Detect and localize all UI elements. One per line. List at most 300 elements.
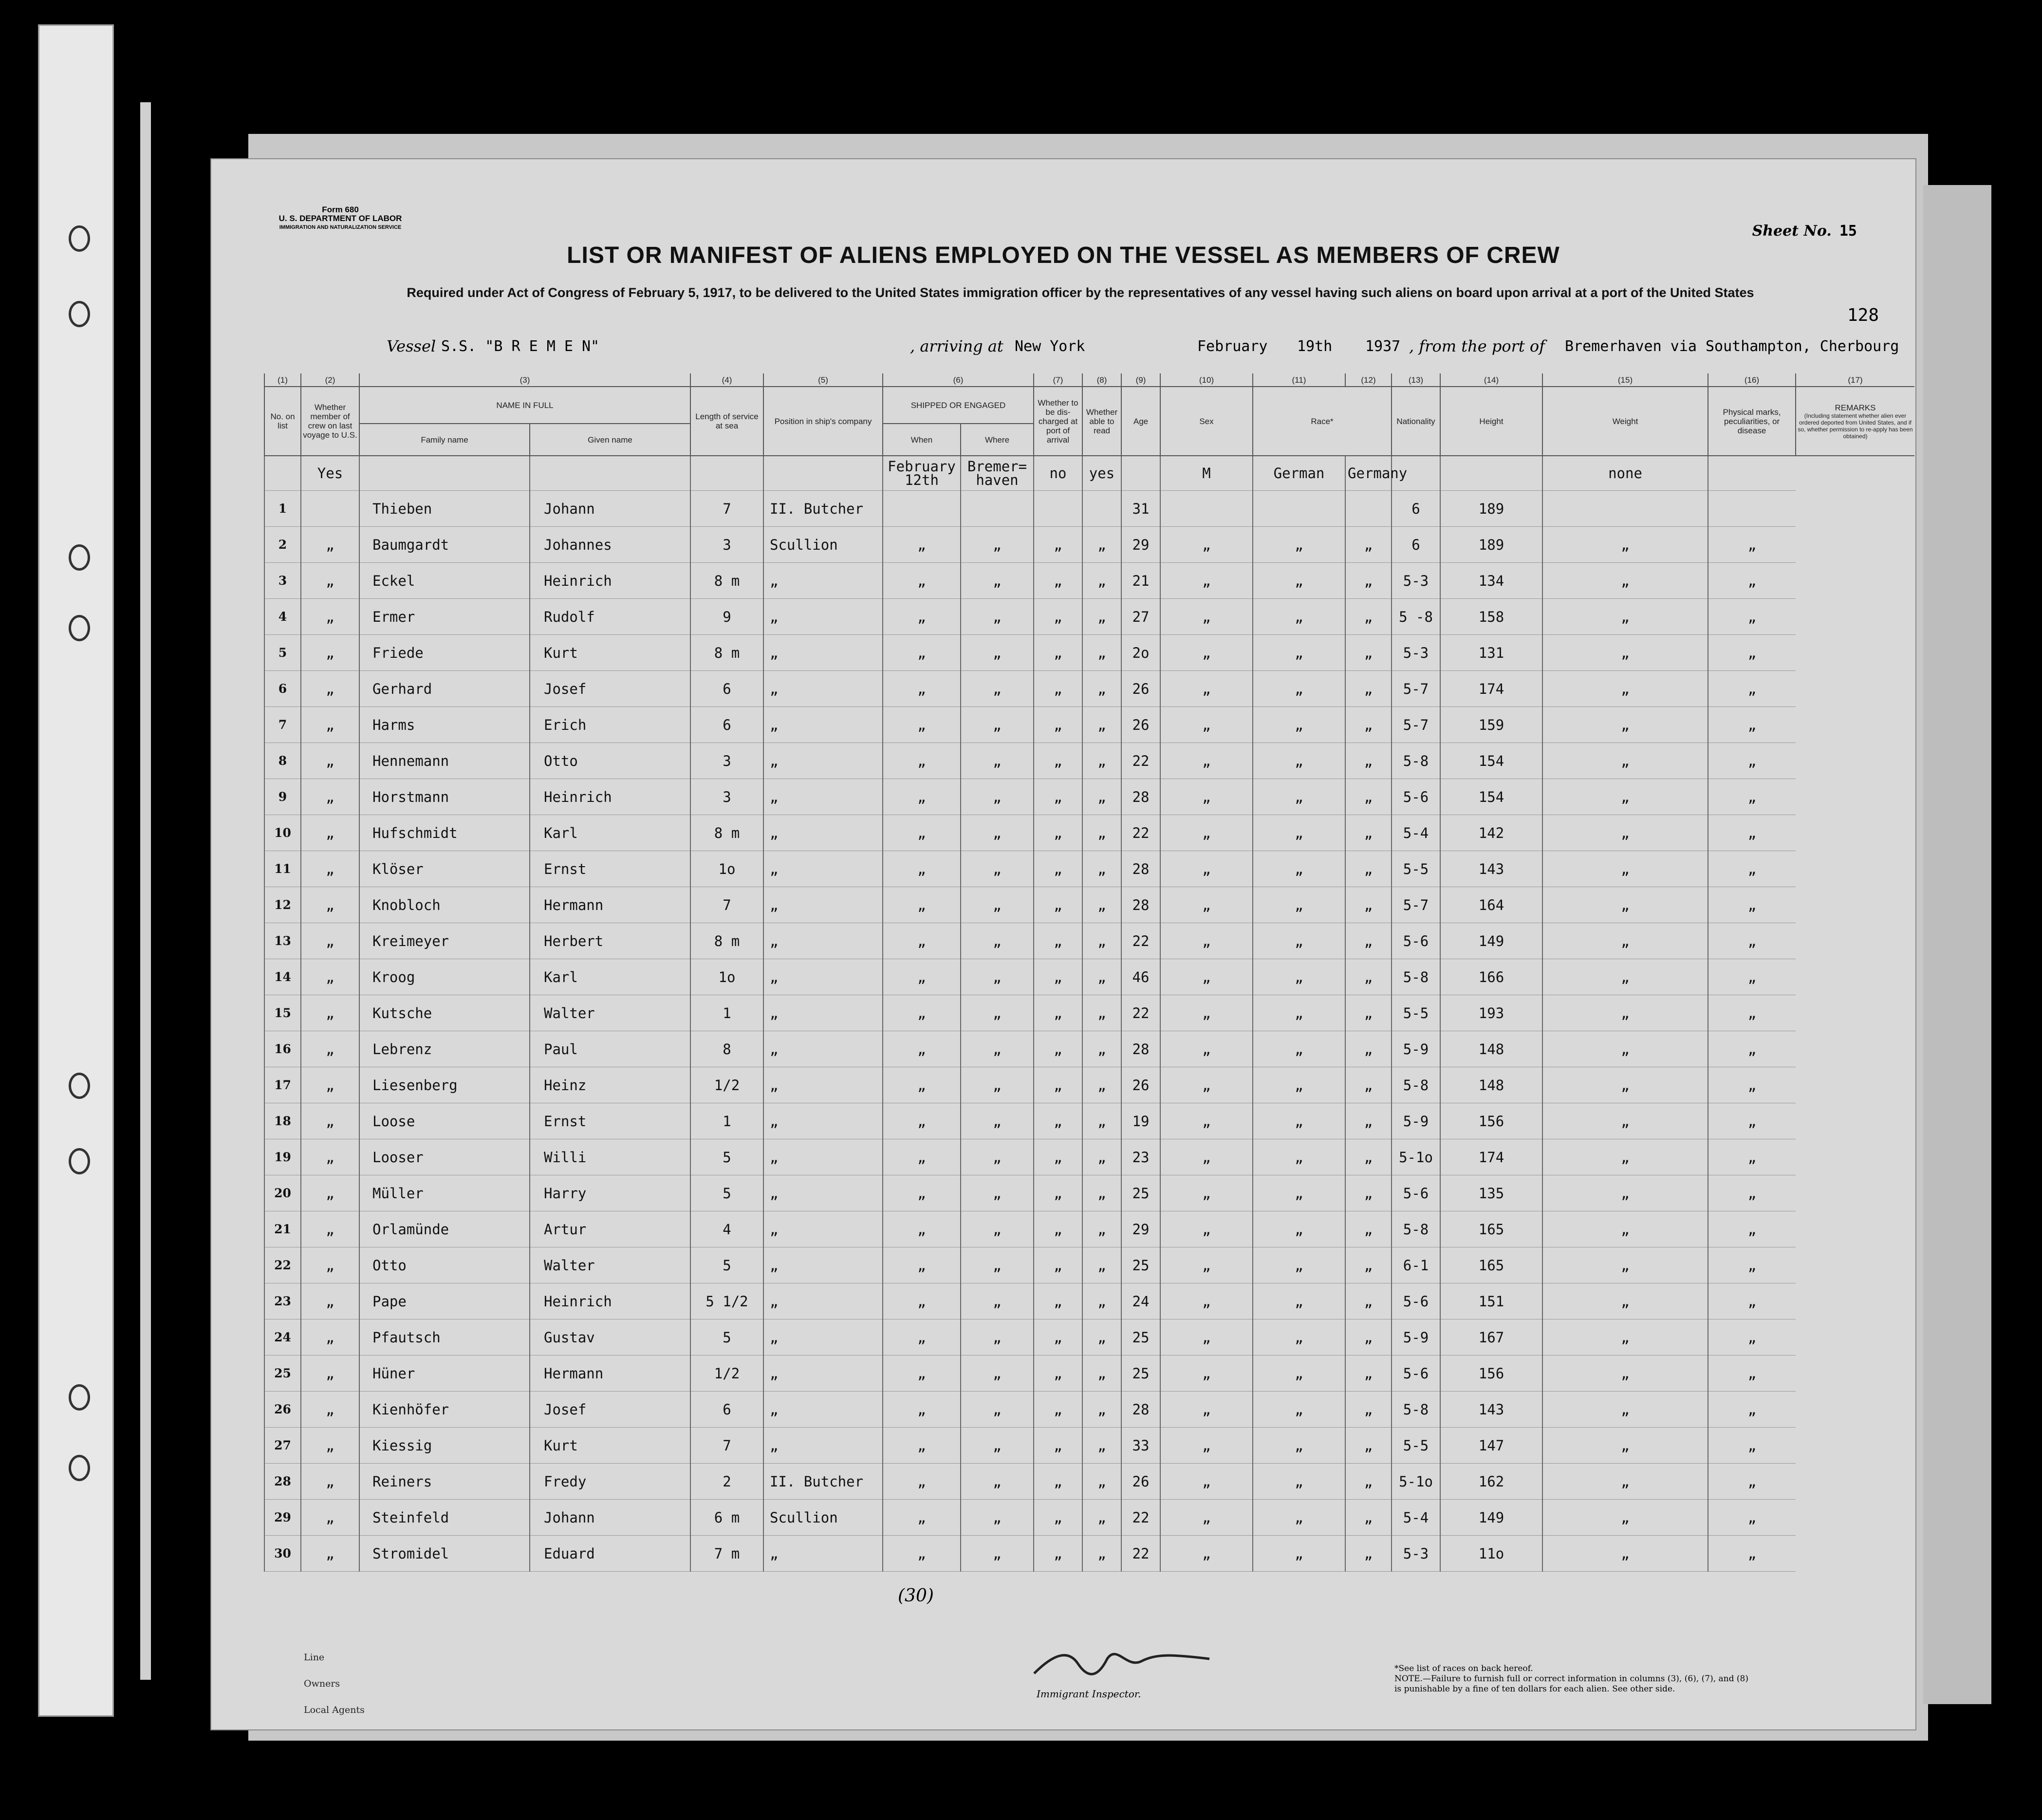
cell-number: 3 — [264, 563, 301, 599]
table-row — [264, 563, 1914, 599]
cell-where: „ — [961, 887, 1034, 923]
header-no-on-list: No. on list — [264, 387, 301, 456]
cell-sex: „ — [1160, 635, 1253, 671]
cell-physical-marks: „ — [1542, 1067, 1708, 1103]
cell-physical-marks: „ — [1542, 1139, 1708, 1175]
cell-weight: 149 — [1440, 1500, 1542, 1536]
cell-member: „ — [301, 1392, 359, 1428]
cell-when: February 12th — [883, 456, 961, 491]
cell-where: „ — [961, 1319, 1034, 1356]
cell-discharged: „ — [1034, 851, 1082, 887]
cell-sex: „ — [1160, 923, 1253, 959]
cell-member: „ — [301, 635, 359, 671]
cell-where: „ — [961, 1211, 1034, 1247]
header-length-service: Length of service at sea — [690, 387, 763, 456]
cell-given-name: Johannes — [530, 527, 690, 563]
cell-sex: „ — [1160, 599, 1253, 635]
cell-length-service: 7 — [690, 887, 763, 923]
cell-length-service: 3 — [690, 743, 763, 779]
cell-weight: 156 — [1440, 1103, 1542, 1139]
cell-race: „ — [1253, 1283, 1345, 1319]
cell-discharged: „ — [1034, 923, 1082, 959]
cell-nationality: „ — [1345, 527, 1392, 563]
cell-when: „ — [883, 707, 961, 743]
cell-member: „ — [301, 671, 359, 707]
cell-position: „ — [763, 671, 883, 707]
cell-read: „ — [1082, 1356, 1121, 1392]
cell-age: 28 — [1121, 779, 1160, 815]
cell-position: „ — [763, 1103, 883, 1139]
cell-number: 13 — [264, 923, 301, 959]
cell-number: 15 — [264, 995, 301, 1031]
cell-age: 22 — [1121, 743, 1160, 779]
cell-physical-marks: „ — [1542, 1356, 1708, 1392]
cell-remarks: „ — [1708, 1031, 1796, 1067]
binder-hole — [69, 1148, 90, 1174]
table-row — [264, 671, 1914, 707]
cell-weight: 166 — [1440, 959, 1542, 995]
cell-where: „ — [961, 851, 1034, 887]
manifest-page — [210, 158, 1916, 1730]
cell-age: 25 — [1121, 1356, 1160, 1392]
cell-member: „ — [301, 1536, 359, 1572]
form-department: U. S. DEPARTMENT OF LABOR — [278, 214, 402, 223]
cell-sex — [1160, 491, 1253, 527]
cell-sex: „ — [1160, 1356, 1253, 1392]
col-num: (7) — [1034, 373, 1082, 387]
cell-physical-marks: „ — [1542, 527, 1708, 563]
header-remarks — [1796, 387, 1914, 456]
cell-family-name: Müller — [359, 1175, 530, 1211]
cell-member: „ — [301, 527, 359, 563]
form-service: IMMIGRATION AND NATURALIZATION SERVICE — [279, 224, 402, 230]
table-row — [264, 1500, 1914, 1536]
cell-where: „ — [961, 671, 1034, 707]
penalty-note: NOTE.—Failure to furnish full or correct information in columns (3), (6), (7), and (8) is punishable by a fine of ten dollars for each alien. See other side. — [1394, 1674, 1748, 1694]
cell-read: „ — [1082, 743, 1121, 779]
cell-member: „ — [301, 1464, 359, 1500]
cell-length-service: 6 — [690, 707, 763, 743]
arrival-year: 1937 — [1365, 338, 1401, 355]
cell-race — [1253, 491, 1345, 527]
cell-when: „ — [883, 851, 961, 887]
cell-number: 8 — [264, 743, 301, 779]
table-row — [264, 959, 1914, 995]
cell-race: „ — [1253, 743, 1345, 779]
cell-read: „ — [1082, 1067, 1121, 1103]
cell-discharged: „ — [1034, 1211, 1082, 1247]
cell-length-service: 8 — [690, 1031, 763, 1067]
cell-race: „ — [1253, 1428, 1345, 1464]
cell-race: „ — [1253, 887, 1345, 923]
cell-given-name: Walter — [530, 1247, 690, 1283]
cell-read: „ — [1082, 779, 1121, 815]
cell-where: „ — [961, 1067, 1034, 1103]
inspector-label: Immigrant Inspector. — [1037, 1688, 1141, 1700]
cell-sex: „ — [1160, 1428, 1253, 1464]
cell-discharged: „ — [1034, 1536, 1082, 1572]
cell-nationality — [1345, 491, 1392, 527]
page-number: 128 — [1847, 305, 1879, 325]
cell-physical-marks: „ — [1542, 599, 1708, 635]
cell-sex: „ — [1160, 1175, 1253, 1211]
cell-race: „ — [1253, 1536, 1345, 1572]
cell-physical-marks: „ — [1542, 1103, 1708, 1139]
cell-length-service: 7 — [690, 1428, 763, 1464]
cell-member: „ — [301, 1031, 359, 1067]
cell-remarks: „ — [1708, 743, 1796, 779]
cell-length-service: 9 — [690, 599, 763, 635]
cell-nationality: „ — [1345, 1031, 1392, 1067]
cell-position: „ — [763, 1319, 883, 1356]
cell-weight: 11o — [1440, 1536, 1542, 1572]
cell-race: „ — [1253, 527, 1345, 563]
cell-family-name: Loose — [359, 1103, 530, 1139]
cell-weight: 162 — [1440, 1464, 1542, 1500]
cell-position: „ — [763, 599, 883, 635]
cell-height: 5-6 — [1392, 779, 1440, 815]
cell-race: „ — [1253, 923, 1345, 959]
cell-age: 28 — [1121, 887, 1160, 923]
cell-discharged: „ — [1034, 815, 1082, 851]
cell-race: „ — [1253, 1392, 1345, 1428]
cell-number: 4 — [264, 599, 301, 635]
cell-when: „ — [883, 671, 961, 707]
cell-position: „ — [763, 851, 883, 887]
cell-when: „ — [883, 995, 961, 1031]
footer-labels — [304, 1644, 365, 1723]
cell-number: 30 — [264, 1536, 301, 1572]
remarks-title: REMARKS — [1835, 403, 1876, 412]
cell-number: 17 — [264, 1067, 301, 1103]
cell-family-name: Harms — [359, 707, 530, 743]
cell-read: „ — [1082, 1536, 1121, 1572]
page-stack-edge — [1923, 185, 1991, 1704]
cell-where: „ — [961, 563, 1034, 599]
cell-sex: „ — [1160, 887, 1253, 923]
binder-hole — [69, 1384, 90, 1411]
cell-discharged: „ — [1034, 527, 1082, 563]
cell-family-name: Horstmann — [359, 779, 530, 815]
cell-number: 11 — [264, 851, 301, 887]
cell-given-name: Kurt — [530, 1428, 690, 1464]
cell-age: 46 — [1121, 959, 1160, 995]
cell-position: „ — [763, 1428, 883, 1464]
cell-discharged: „ — [1034, 1175, 1082, 1211]
cell-where: „ — [961, 1392, 1034, 1428]
cell-height: 5-9 — [1392, 1103, 1440, 1139]
col-num: (4) — [690, 373, 763, 387]
cell-read: „ — [1082, 1500, 1121, 1536]
cell-read: yes — [1082, 456, 1121, 491]
cell-when: „ — [883, 1464, 961, 1500]
cell-read: „ — [1082, 1139, 1121, 1175]
cell-weight: 135 — [1440, 1175, 1542, 1211]
cell-age: 29 — [1121, 527, 1160, 563]
cell-member: „ — [301, 563, 359, 599]
cell-where: „ — [961, 527, 1034, 563]
cell-nationality: „ — [1345, 1067, 1392, 1103]
cell-member: „ — [301, 1500, 359, 1536]
cell-length-service: 5 — [690, 1319, 763, 1356]
table-row — [264, 743, 1914, 779]
cell-age: 22 — [1121, 1500, 1160, 1536]
header-member: Whether member of crew on last voyage to U.S. — [301, 387, 359, 456]
cell-sex: „ — [1160, 1067, 1253, 1103]
cell-when: „ — [883, 1283, 961, 1319]
cell-family-name: Gerhard — [359, 671, 530, 707]
table-row — [264, 851, 1914, 887]
cell-read: „ — [1082, 1031, 1121, 1067]
cell-where: „ — [961, 743, 1034, 779]
cell-discharged: „ — [1034, 743, 1082, 779]
cell-member: „ — [301, 707, 359, 743]
cell-read: „ — [1082, 563, 1121, 599]
cell-length-service: 7 m — [690, 1536, 763, 1572]
cell-race: „ — [1253, 1464, 1345, 1500]
cell-given-name: Hermann — [530, 887, 690, 923]
cell-position: „ — [763, 1247, 883, 1283]
cell-age: 28 — [1121, 851, 1160, 887]
header-family-name: Family name — [359, 424, 530, 456]
cell-read: „ — [1082, 1175, 1121, 1211]
cell-nationality: „ — [1345, 995, 1392, 1031]
cell-number: 27 — [264, 1428, 301, 1464]
cell-nationality: Germany — [1345, 456, 1392, 491]
cell-nationality: „ — [1345, 1500, 1392, 1536]
cell-family-name: Knobloch — [359, 887, 530, 923]
cell-position: „ — [763, 743, 883, 779]
cell-height: 5-3 — [1392, 1536, 1440, 1572]
cell-where: „ — [961, 1428, 1034, 1464]
cell-when: „ — [883, 959, 961, 995]
cell-read: „ — [1082, 887, 1121, 923]
arrival-day: 19th — [1297, 338, 1333, 355]
binder-hole — [69, 1455, 90, 1481]
cell-position: „ — [763, 1211, 883, 1247]
cell-length-service: 3 — [690, 779, 763, 815]
cell-height: 5-5 — [1392, 851, 1440, 887]
table-row — [264, 599, 1914, 635]
cell-discharged: „ — [1034, 671, 1082, 707]
binder-hole — [69, 301, 90, 327]
cell-remarks: „ — [1708, 851, 1796, 887]
cell-height: 5-3 — [1392, 635, 1440, 671]
cell-nationality: „ — [1345, 1283, 1392, 1319]
cell-height: 5-8 — [1392, 959, 1440, 995]
table-row — [264, 1031, 1914, 1067]
cell-discharged: „ — [1034, 1031, 1082, 1067]
cell-member: „ — [301, 1428, 359, 1464]
cell-given-name: Ernst — [530, 851, 690, 887]
cell-discharged: „ — [1034, 1464, 1082, 1500]
cell-length-service: 8 m — [690, 635, 763, 671]
cell-remarks: „ — [1708, 1211, 1796, 1247]
cell-weight: 189 — [1440, 527, 1542, 563]
col-num: (1) — [264, 373, 301, 387]
cell-sex: „ — [1160, 1319, 1253, 1356]
cell-read: „ — [1082, 1103, 1121, 1139]
table-row — [264, 635, 1914, 671]
cell-position: „ — [763, 1536, 883, 1572]
cell-remarks: „ — [1708, 815, 1796, 851]
cell-nationality: „ — [1345, 599, 1392, 635]
departure-port: Bremerhaven via Southampton, Cherbourg — [1565, 338, 1899, 355]
cell-remarks: „ — [1708, 707, 1796, 743]
cell-age: 22 — [1121, 1536, 1160, 1572]
cell-when: „ — [883, 1319, 961, 1356]
cell-height: 6 — [1392, 491, 1440, 527]
table-row — [264, 1319, 1914, 1356]
cell-nationality: „ — [1345, 779, 1392, 815]
cell-discharged: „ — [1034, 599, 1082, 635]
cell-sex: „ — [1160, 779, 1253, 815]
cell-remarks: „ — [1708, 1283, 1796, 1319]
cell-member: „ — [301, 1175, 359, 1211]
cell-family-name: Reiners — [359, 1464, 530, 1500]
cell-when: „ — [883, 1139, 961, 1175]
col-num: (12) — [1345, 373, 1392, 387]
header-physical-marks: Physical marks, peculiarities, or disease — [1708, 387, 1796, 456]
cell-height: 5-7 — [1392, 707, 1440, 743]
cell-position: „ — [763, 563, 883, 599]
col-num: (10) — [1160, 373, 1253, 387]
cell-discharged: „ — [1034, 1067, 1082, 1103]
cell-age: 22 — [1121, 815, 1160, 851]
col-num: (5) — [763, 373, 883, 387]
cell-physical-marks: „ — [1542, 1428, 1708, 1464]
cell-remarks: „ — [1708, 779, 1796, 815]
cell-read — [1082, 491, 1121, 527]
cell-physical-marks: „ — [1542, 1211, 1708, 1247]
binder-hole — [69, 544, 90, 571]
cell-when: „ — [883, 1031, 961, 1067]
cell-discharged: „ — [1034, 563, 1082, 599]
cell-discharged: „ — [1034, 1428, 1082, 1464]
cell-height: 5-1o — [1392, 1139, 1440, 1175]
cell-read: „ — [1082, 1428, 1121, 1464]
table-row — [264, 1211, 1914, 1247]
cell-weight: 143 — [1440, 851, 1542, 887]
cell-number: 9 — [264, 779, 301, 815]
cell-when: „ — [883, 1392, 961, 1428]
cell-position: „ — [763, 1356, 883, 1392]
cell-when: „ — [883, 923, 961, 959]
cell-race: „ — [1253, 1103, 1345, 1139]
cell-race: „ — [1253, 671, 1345, 707]
cell-member: „ — [301, 923, 359, 959]
manifest-rows — [264, 456, 1914, 1572]
cell-remarks: „ — [1708, 599, 1796, 635]
cell-family-name: Eckel — [359, 563, 530, 599]
cell-remarks: „ — [1708, 1319, 1796, 1356]
cell-where: „ — [961, 1356, 1034, 1392]
cell-position: „ — [763, 1139, 883, 1175]
cell-nationality: „ — [1345, 1319, 1392, 1356]
cell-weight: 164 — [1440, 887, 1542, 923]
cell-nationality: „ — [1345, 1211, 1392, 1247]
cell-race: „ — [1253, 599, 1345, 635]
footer-line: Line — [304, 1652, 325, 1663]
header-when: When — [883, 424, 961, 456]
cell-when: „ — [883, 1356, 961, 1392]
cell-family-name: Kienhöfer — [359, 1392, 530, 1428]
cell-discharged: „ — [1034, 1356, 1082, 1392]
cell-where: „ — [961, 1139, 1034, 1175]
cell-where: Bremer= haven — [961, 456, 1034, 491]
footer-agents: Local Agents — [304, 1705, 365, 1715]
cell-age: 26 — [1121, 1464, 1160, 1500]
cell-number: 21 — [264, 1211, 301, 1247]
cell-read: „ — [1082, 923, 1121, 959]
cell-length-service: 8 m — [690, 563, 763, 599]
cell-weight: 154 — [1440, 743, 1542, 779]
cell-position: II. Butcher — [763, 491, 883, 527]
cell-where — [961, 491, 1034, 527]
cell-member: „ — [301, 887, 359, 923]
cell-when: „ — [883, 743, 961, 779]
cell-age: 22 — [1121, 923, 1160, 959]
cell-position: „ — [763, 923, 883, 959]
cell-length-service: 7 — [690, 491, 763, 527]
cell-member: „ — [301, 1139, 359, 1175]
cell-length-service: 5 1/2 — [690, 1283, 763, 1319]
cell-nationality: „ — [1345, 815, 1392, 851]
cell-number: 2 — [264, 527, 301, 563]
table-row — [264, 1464, 1914, 1500]
cell-position: Scullion — [763, 527, 883, 563]
cell-height: 5-8 — [1392, 1211, 1440, 1247]
table-row — [264, 1103, 1914, 1139]
cell-sex: „ — [1160, 1139, 1253, 1175]
cell-read: „ — [1082, 671, 1121, 707]
cell-where: „ — [961, 815, 1034, 851]
cell-number: 22 — [264, 1247, 301, 1283]
cell-nationality: „ — [1345, 743, 1392, 779]
cell-physical-marks: „ — [1542, 1392, 1708, 1428]
cell-where: „ — [961, 707, 1034, 743]
cell-number: 12 — [264, 887, 301, 923]
cell-where: „ — [961, 635, 1034, 671]
cell-given-name: Harry — [530, 1175, 690, 1211]
cell-position: „ — [763, 1283, 883, 1319]
cell-discharged: „ — [1034, 1247, 1082, 1283]
cell-height: 5-7 — [1392, 671, 1440, 707]
cell-position: „ — [763, 1031, 883, 1067]
cell-nationality: „ — [1345, 671, 1392, 707]
cell-nationality: „ — [1345, 1392, 1392, 1428]
cell-discharged: „ — [1034, 1283, 1082, 1319]
cell-weight: 148 — [1440, 1031, 1542, 1067]
cell-race: „ — [1253, 779, 1345, 815]
cell-race: „ — [1253, 851, 1345, 887]
cell-age: 33 — [1121, 1428, 1160, 1464]
cell-height: 5-6 — [1392, 1175, 1440, 1211]
cell-remarks: „ — [1708, 887, 1796, 923]
cell-age: 26 — [1121, 671, 1160, 707]
cell-family-name: Otto — [359, 1247, 530, 1283]
cell-nationality: „ — [1345, 1175, 1392, 1211]
header-weight: Weight — [1542, 387, 1708, 456]
cell-weight: 151 — [1440, 1283, 1542, 1319]
cell-height: 5-8 — [1392, 743, 1440, 779]
cell-when: „ — [883, 1211, 961, 1247]
cell-age: 25 — [1121, 1175, 1160, 1211]
cell-read: „ — [1082, 1211, 1121, 1247]
cell-height: 5-6 — [1392, 923, 1440, 959]
cell-family-name: Orlamünde — [359, 1211, 530, 1247]
cell-age: 24 — [1121, 1283, 1160, 1319]
